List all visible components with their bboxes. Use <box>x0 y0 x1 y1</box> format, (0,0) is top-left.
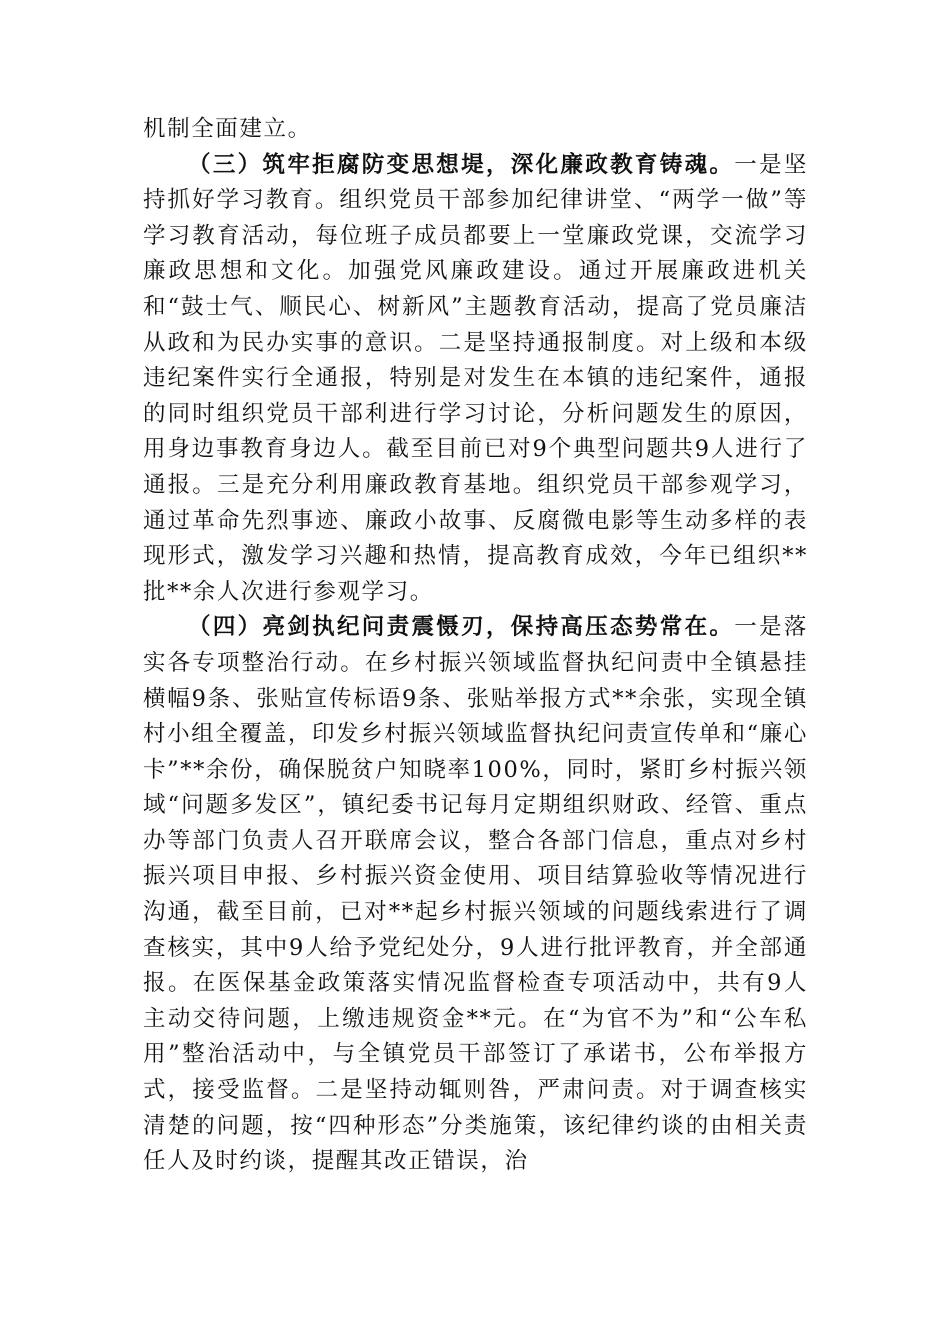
paragraph-body: 一是坚持抓好学习教育。组织党员干部参加纪律讲堂、“两学一做”等学习教育活动，每位班子成员都要上一堂廉政党课，交流学习廉政思想和文化。加强党风廉政建设。通过开展廉政进机关和“鼓士气、顺民心、树新风”主题教育活动，提高了党员廉洁从政和为民办实事的意识。二是坚持通报制度。对上级和本级违纪案件实行全通报，特别是对发生在本镇的违纪案件，通报的同时组织党员干部利进行学习讨论，分析问题发生的原因，用身边事教育身边人。截至目前已对9个典型问题共9人进行了通报。三是充分利用廉政教育基地。组织党员干部参观学习，通过革命先烈事迹、廉政小故事、反腐微电影等生动多样的表现形式，激发学习兴趣和热情，提高教育成效，今年已组织**批**余人次进行参观学习。 <box>143 151 808 605</box>
paragraph-body: 机制全面建立。 <box>143 116 312 142</box>
paragraph-section-three <box>143 148 808 611</box>
paragraph-body: 一是落实各专项整治行动。在乡村振兴领域监督执纪问责中全镇悬挂横幅9条、张贴宣传标语9条、张贴举报方式**余张，实现全镇村小组全覆盖，印发乡村振兴领域监督执纪问责宣传单和“廉心卡”**余份，确保脱贫户知晓率100%，同时，紧盯乡村振兴领域“问题多发区”，镇纪委书记每月定期组织财政、经管、重点办等部门负责人召开联席会议，整合各部门信息，重点对乡村振兴项目申报、乡村振兴资金使用、项目结算验收等情况进行沟通，截至目前，已对**起乡村振兴领域的问题线索进行了调查核实，其中9人给予党纪处分，9人进行批评教育，并全部通报。在医保基金政策落实情况监督检查专项活动中，共有9人主动交待问题，上缴违规资金**元。在“为官不为”和“公车私用”整治活动中，与全镇党员干部签订了承诺书，公布举报方式，接受监督。二是坚持动辄则咎，严肃问责。对于调查核实清楚的问题，按“四种形态”分类施策，该纪律约谈的由相关责任人及时约谈，提醒其改正错误，治 <box>143 614 808 1175</box>
paragraph-section-four <box>143 610 808 1180</box>
section-heading: （三）筑牢拒腐防变思想堤，深化廉政教育铸魂。 <box>188 151 735 178</box>
paragraph-continuation <box>143 112 808 148</box>
document-body <box>143 112 808 1180</box>
section-heading: （四）亮剑执纪问责震慑刃，保持高压态势常在。 <box>188 614 735 641</box>
